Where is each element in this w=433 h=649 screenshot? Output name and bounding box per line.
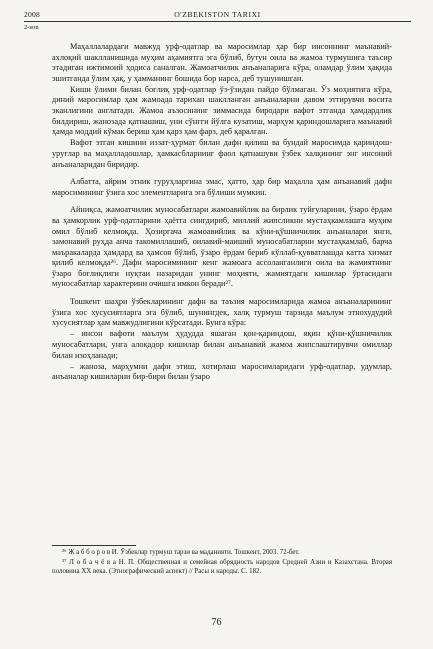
list-item: – жаноза, марҳумни дафн этиш, хотирлаш маросимларидаги урф-одатлар, удумлар, анъаналар кишиларни бир-бири билан ўзаро <box>52 361 392 382</box>
header-rule <box>24 21 411 22</box>
page-number: 76 <box>211 617 222 628</box>
footnote-26: ²⁶ Ж а б б о р о в И. Ўзбеклар турмуш тарзи ва маданияти. Тошкент, 2003. 72-бет. <box>62 549 300 556</box>
running-header <box>24 8 411 22</box>
footnote-27: ²⁷ Л о б а ч ё в а Н. П. Общественная и семейная обрядность народов Средней Азии и Казахстана. Вторая половина ХХ века. (Этнографический аспект) // Расы и народы. С. 182. <box>52 558 392 575</box>
paragraph: Вафот этган кишини иззат-ҳурмат билан дафн қилиш ва бундай маросимда қариндош-уруғлар ва маҳалладошлар, ҳамкасбларнинг фаол қатнашуви ўзбек халқининг энг инсоний анъаналаридан биридир. <box>52 138 392 169</box>
paragraph: Албатта, айрим этник гуруҳларгина эмас, ҳатто, ҳар бир маҳалла ҳам анъанавий дафн маросимининг ўзига хос элементларига эга бўлиши мумкин. <box>52 177 392 197</box>
issue-label: 2-son <box>24 24 39 31</box>
footnotes <box>52 549 392 576</box>
paragraph: Айниқса, жамоатчилик муносабатлари жамоавийлик ва бирлик туйғуларини, ўзаро ёрдам ва ҳамкорлик урф-одатларини ҳаётга сингдириб, миллий жипсликни мустаҳкамлашга муҳим омил бўлиб келмоқда. Ҳозиргача жамоавийлик ва кўни-қўшничилик анъаналари янги, замонавий руҳда анча такомиллашиб, оилавий-маиший муносабатларни мустаҳкамлаб, барча маъракаларда ҳамдард ва ҳамсоя бўлиб, ўзаро ёрдам бериб кўллаб-қувватлашда катта хизмат қилиб келмоқда²⁶. Дафн маросимининг кенг жамоага ассоланганлиги оила ва жамиятнинг ўзаро боғлиқлиги нуқтаи назаридан унинг моҳияти, жамиятдаги кишилар ўртасидаги муносабатлар характерини очишга имкон беради²⁷. <box>52 205 392 289</box>
paragraph: Тошкент шаҳри ўзбекларининг дафн ва таъзия маросимларида жамоа анъаналарининг ўзига хос хусусиятларга эга бўлиб, шунингдек, халқ турмуш тарзида маълум этнохудудий хусусиятлар ҳам мавжудлигини кўрсатади. Бунга кўра: <box>52 297 392 328</box>
header-year: 2008 <box>24 10 40 19</box>
footnote-rule <box>52 545 136 546</box>
paragraph: Киши ўлими билан боғлиқ урф-одатлар ўз-ўзидан пайдо бўлмаган. Ўз моҳиятига кўра, диний маросимлар ҳам жамоада тарихан шаклланган анъаналарни давом эттирувчи восита эканлигини англатади. Жамоа аъзосининг зиммасида биродари вафот этганда ҳамдардлик билдириш, жанозада қатнашиш, уни сўнгги йўлга кузатиш, марҳум қариндошларига маънавий ҳамда моддий кўмак бериш ҳам қарз ҳам фарз, деб қаралган. <box>52 84 392 137</box>
list-item: – инсон вафоти маълум ҳудудда яшаган қон-қариндош, яқин қўни-қўшничилик муносабатлари, унга алоқадор кишилар билан анъанавий жамоа жипслаштирувчи омиллар билан изоҳланади; <box>52 329 392 360</box>
paragraph: Маҳаллалардаги мавжуд урф-одатлар ва маросимлар ҳар бир инсоннинг маънавий-ахлоқий шаклланишида муҳим аҳамиятга эга бўлиб, бутун оила ва жамоа турмушига таъсир этадиган ижтимоий ҳодиса саналган. Жамоатчилик анъаналарига кўра, оламдар ўлим ҳақида эшитганда ўлим ҳақ, у ҳамманинг бошида бор нарса, деб тушунишган. <box>52 42 392 83</box>
article-body <box>52 42 392 383</box>
journal-title: O'ZBEKISTON TARIXI <box>174 10 261 19</box>
